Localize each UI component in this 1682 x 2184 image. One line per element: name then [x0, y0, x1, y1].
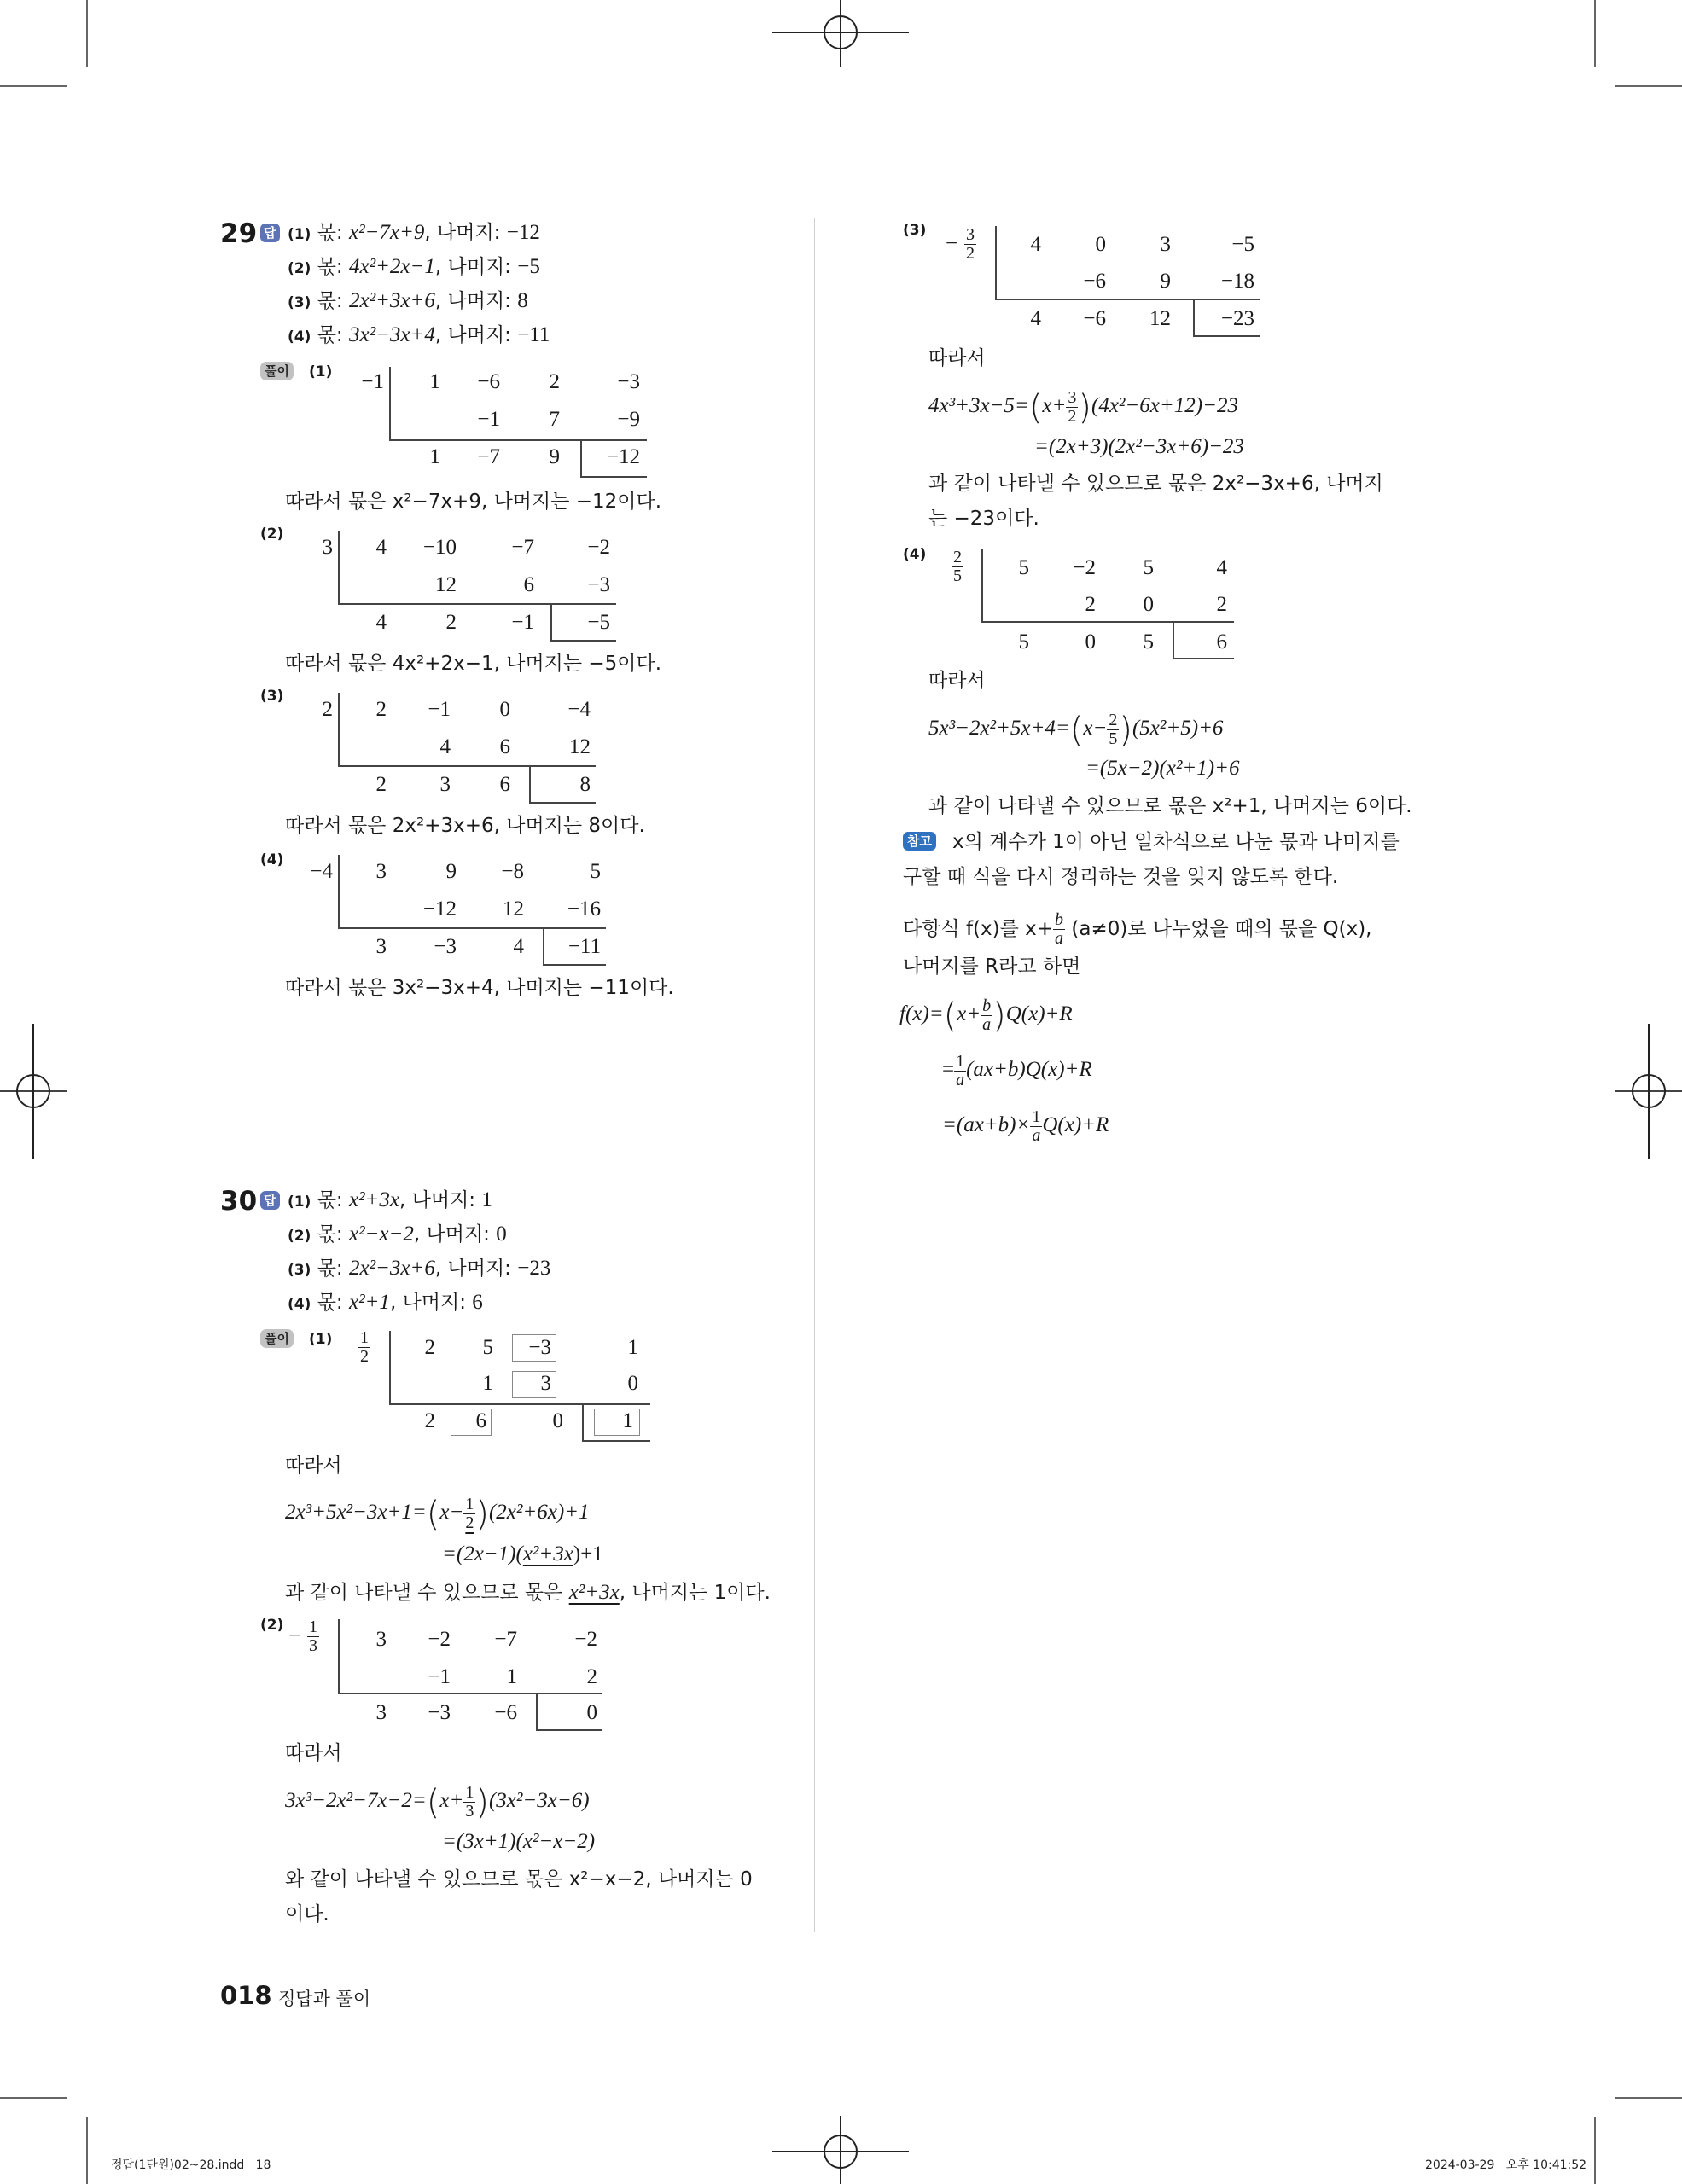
- equation: 3x³−2x²−7x−2=(x+ $\frac{1}{3}$ )(3x²−3x−6): [285, 1782, 590, 1822]
- answer-item: (1) 몫: x²+3x, 나머지: 1: [288, 1188, 492, 1211]
- equation: =(2x−1)(x²+3x)+1: [442, 1542, 603, 1565]
- divisor-fraction: $\frac{3}{2}$: [966, 225, 975, 263]
- registration-mark-right-icon: [1614, 1024, 1682, 1160]
- divisor: −4: [310, 860, 333, 883]
- column-divider: [814, 218, 815, 1932]
- equation: =(2x+3)(2x²−3x+6)−23: [1034, 435, 1244, 458]
- divisor-fraction: $\frac{1}{3}$: [309, 1618, 317, 1655]
- formula: =(ax+b)× $\frac{1}{a}$ Q(x)+R: [942, 1107, 1109, 1145]
- conclusion: 과 같이 나타낼 수 있으므로 몫은 2x²−3x+6, 나머지: [928, 473, 1383, 495]
- conclusion: 따라서 몫은 x²−7x+9, 나머지는 −12이다.: [285, 491, 662, 513]
- registration-mark-left-icon: [0, 1024, 68, 1160]
- divisor-fraction: $\frac{2}{5}$: [953, 548, 962, 585]
- answer-item: (2) 몫: 4x²+2x−1, 나머지: −5: [288, 255, 540, 278]
- equation: =(5x−2)(x²+1)+6: [1085, 757, 1240, 780]
- solution-badge: 풀이: [260, 1329, 294, 1348]
- conclusion: 과 같이 나타낼 수 있으므로 몫은 x²+1, 나머지는 6이다.: [928, 795, 1412, 817]
- equation: 5x³−2x²+5x+4=(x− $\frac{2}{5}$ )(5x²+5)+6: [928, 710, 1224, 750]
- divisor: 2: [322, 698, 333, 721]
- answer-item: (1) 몫: x²−7x+9, 나머지: −12: [288, 221, 540, 244]
- file-name: 정답(1단원)02~28.indd 18: [111, 2158, 271, 2172]
- divisor: −1: [361, 370, 384, 393]
- problem-number: 30: [220, 1186, 258, 1217]
- conclusion: 과 같이 나타낼 수 있으므로 몫은 x²+3x, 나머지는 1이다.: [285, 1581, 771, 1604]
- registration-mark-bottom-icon: [772, 2116, 917, 2184]
- divisor-fraction: $\frac{1}{2}$: [360, 1328, 369, 1366]
- equation: 2x³+5x²−3x+1=(x− $\frac{1}{2}$ )(2x²+6x)+1: [285, 1494, 590, 1534]
- answer-item: (4) 몫: x²+1, 나머지: 6: [288, 1291, 483, 1314]
- problem-number: 29: [220, 218, 258, 249]
- answer-item: (4) 몫: 3x²−3x+4, 나머지: −11: [288, 323, 550, 346]
- conclusion: 는 −23이다.: [928, 508, 1039, 530]
- solution-badge: 풀이: [260, 362, 294, 380]
- answer-item: (3) 몫: 2x²−3x+6, 나머지: −23: [288, 1257, 551, 1280]
- formula: = $\frac{1}{a}$ (ax+b)Q(x)+R: [942, 1052, 1092, 1089]
- section-title: 정답과 풀이: [278, 1989, 371, 2009]
- conclusion: 따라서 몫은 3x²−3x+4, 나머지는 −11이다.: [285, 977, 674, 999]
- conclusion: 와 같이 나타낼 수 있으므로 몫은 x²−x−2, 나머지는 0: [285, 1868, 753, 1891]
- equation: =(3x+1)(x²−x−2): [442, 1830, 596, 1853]
- answer-badge: 답: [260, 224, 280, 242]
- divisor: 3: [322, 536, 333, 559]
- equation: 4x³+3x−5=(x+ $\frac{3}{2}$ )(4x²−6x+12)−23: [928, 387, 1238, 427]
- answer-item: (3) 몫: 2x²+3x+6, 나머지: 8: [288, 289, 528, 312]
- conclusion: 이다.: [285, 1903, 329, 1926]
- formula: f(x)=(x+ $\frac{b}{a}$ )Q(x)+R: [899, 996, 1073, 1036]
- registration-mark-top-icon: [772, 0, 917, 68]
- conclusion: 따라서 몫은 2x²+3x+6, 나머지는 8이다.: [285, 815, 645, 837]
- answer-item: (2) 몫: x²−x−2, 나머지: 0: [288, 1223, 507, 1246]
- answer-badge: 답: [260, 1191, 280, 1210]
- reference-badge: 참고: [903, 832, 936, 851]
- timestamp: 2024-03-29 오후 10:41:52: [1425, 2158, 1587, 2172]
- conclusion: 따라서 몫은 4x²+2x−1, 나머지는 −5이다.: [285, 653, 662, 675]
- page-number: 018: [220, 1981, 272, 2010]
